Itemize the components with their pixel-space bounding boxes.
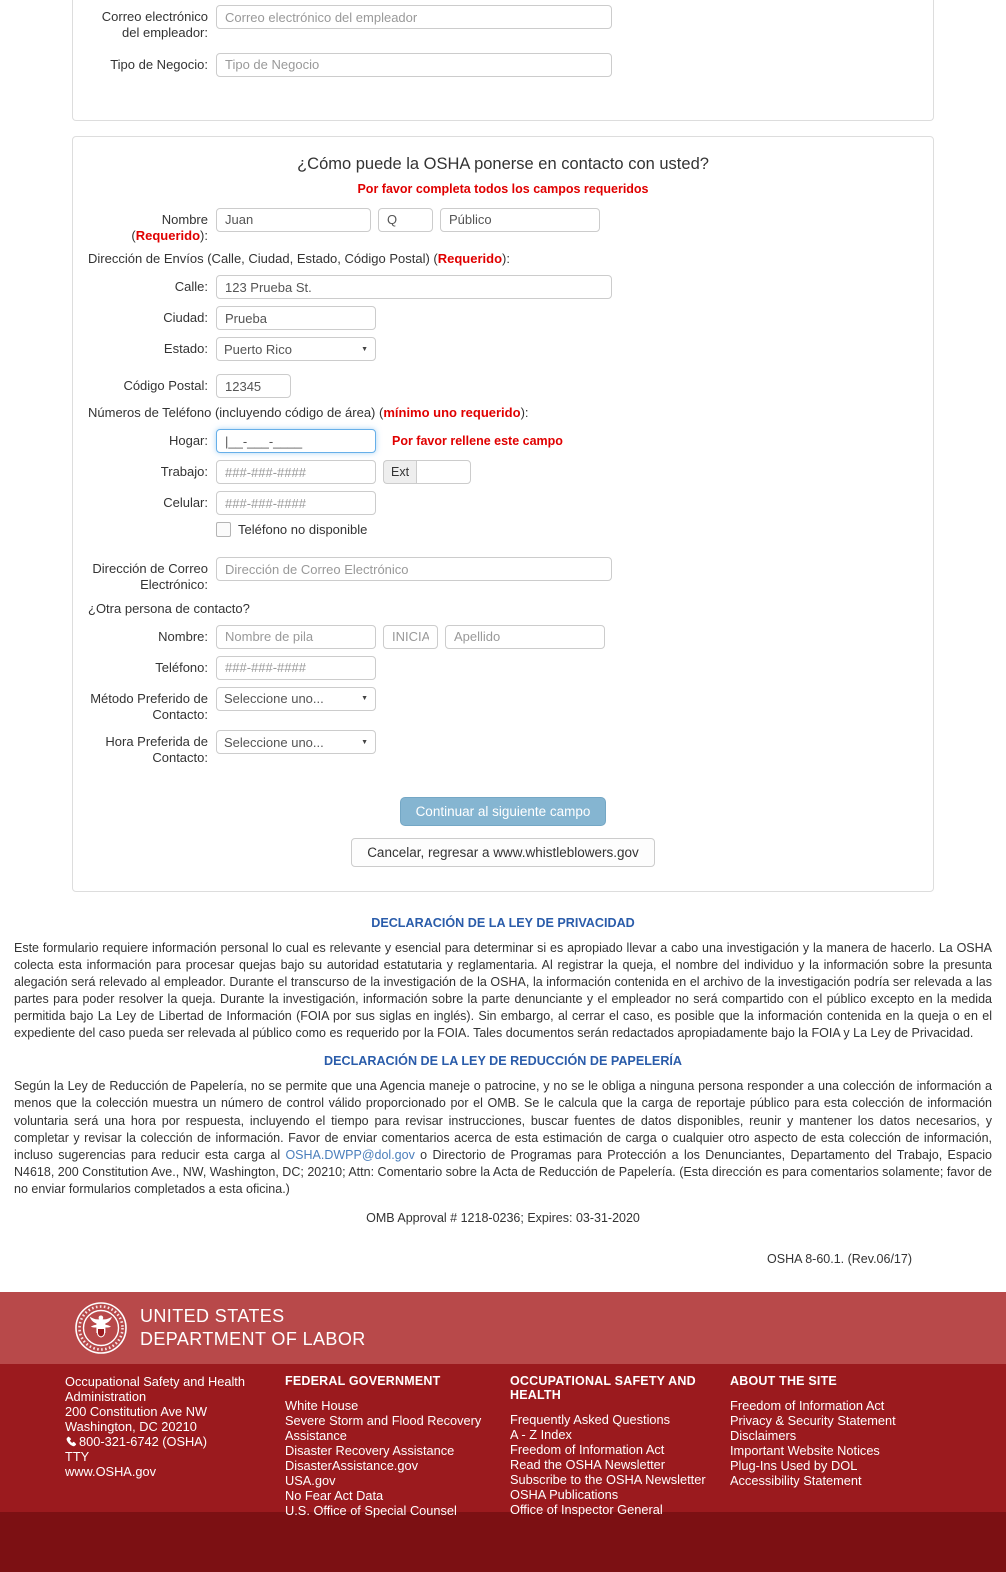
employer-panel [72, 0, 934, 121]
street-field[interactable] [216, 275, 612, 299]
preferred-method-select[interactable]: Seleccione uno... ▼ [216, 687, 376, 711]
privacy-act-heading: DECLARACIÓN DE LA LEY DE PRIVACIDAD [371, 915, 635, 930]
home-phone-label: Hogar: [168, 433, 208, 448]
other-middle-initial-field[interactable] [383, 625, 438, 649]
footer-links-about [730, 1398, 940, 1488]
form-revision: OSHA 8-60.1. (Rev.06/17) [767, 1252, 912, 1267]
last-name-field[interactable] [440, 208, 600, 232]
zip-label: Código Postal: [123, 378, 208, 393]
footer-link[interactable]: No Fear Act Data [285, 1488, 384, 1504]
footer-link[interactable]: Accessibility Statement [730, 1473, 862, 1489]
footer-bottom-strip [0, 1512, 1006, 1572]
footer-link[interactable]: Freedom of Information Act [730, 1398, 885, 1414]
email-label: Dirección de Correo Electrónico: [92, 561, 208, 593]
preferred-method-label: Método Preferido de Contacto: [90, 690, 208, 722]
continue-button[interactable]: Continuar al siguiente campo [400, 797, 607, 826]
business-type-label: Tipo de Negocio: [110, 56, 208, 72]
osha-email-link[interactable]: OSHA.DWPP@dol.gov [285, 1147, 415, 1162]
chevron-down-icon: ▼ [361, 345, 368, 353]
name-label: Nombre (Requerido): [131, 211, 208, 243]
chevron-down-icon: ▼ [361, 738, 368, 746]
work-phone-label: Trabajo: [160, 464, 208, 479]
footer-column-heading: ABOUT THE SITE [730, 1374, 837, 1389]
other-phone-label: Teléfono: [155, 659, 208, 675]
footer-link[interactable]: A - Z Index [510, 1427, 572, 1443]
privacy-act-text: Este formulario requiere información personal lo cual es relevante y esencial para determinar si es apropiado llevar a cabo una investigación y la manera de hacerlo. La OSHA colecta esta información para procesar quejas bajo su autoridad estatutaria y reglamentaria. Al registrar la queja, el nombre del individuo y la información sobre la presunta alegación será relevado al empleador. Durante el transcurso de la investigación de la OSHA, la información contenida en el archivo de la investigación podría ser relevada a las partes para poder resolver la queja. Durante la investigación, información sobre la parte denunciante y el empleador no será compartido con el público excepto en la medida permitida bajo La Ley de Libertad de Información (FOIA por sus siglas en inglés). Sin embargo, al cerrar el caso, es posible que la información contenida en la queja o en el expediente del caso pueda ser relevada al público como es requerido por la FOIA. Tales documentos serán redactados apropiadamente bajo la FOIA y La Ley de Privacidad. [14, 940, 992, 1041]
paperwork-act-heading: DECLARACIÓN DE LA LEY DE REDUCCIÓN DE PAPELERÍA [323, 1054, 683, 1069]
dol-seal-icon [75, 1302, 127, 1354]
footer-link[interactable]: DisasterAssistance.gov [285, 1458, 418, 1474]
street-label: Calle: [174, 279, 208, 294]
footer-link[interactable]: White House [285, 1398, 359, 1414]
employer-email-field[interactable] [216, 5, 612, 29]
osha-gov-link[interactable]: www.OSHA.gov [65, 1464, 157, 1480]
footer-link[interactable]: USA.gov [285, 1473, 336, 1489]
city-label: Ciudad: [163, 310, 208, 325]
footer-link[interactable]: U.S. Office of Special Counsel [285, 1503, 457, 1519]
phone-unavailable-checkbox[interactable] [216, 522, 231, 537]
omb-approval: OMB Approval # 1218-0236; Expires: 03-31-2020 [366, 1211, 640, 1226]
employer-email-label: Correo electrónico del empleador: [101, 9, 208, 41]
footer-column-federal [285, 1374, 510, 1519]
agency-name: UNITED STATES DEPARTMENT OF LABOR [140, 1306, 366, 1350]
phone-section-label: Números de Teléfono (incluyendo código de área) (mínimo uno requerido): [88, 405, 529, 420]
other-first-name-field[interactable] [216, 625, 376, 649]
home-phone-field[interactable] [216, 429, 376, 453]
city-field[interactable] [216, 306, 376, 330]
other-name-label: Nombre: [158, 628, 208, 644]
work-ext-addon: Ext [383, 460, 416, 484]
footer-links-federal [285, 1398, 490, 1518]
footer [0, 1292, 1006, 1572]
footer-link[interactable]: Office of Inspector General [510, 1502, 663, 1518]
email-field[interactable] [216, 557, 612, 581]
legal-section [0, 916, 1006, 1267]
footer-link[interactable]: Important Website Notices [730, 1443, 880, 1459]
footer-brand-band [0, 1292, 1006, 1364]
footer-links-band [0, 1364, 1006, 1519]
state-label: Estado: [163, 341, 208, 356]
footer-link[interactable]: OSHA Publications [510, 1487, 619, 1503]
footer-column-osh [510, 1374, 730, 1518]
footer-address: Occupational Safety and Health Administration 200 Constitution Ave NW Washington, DC 20210 800-321-6742 (OSHA) TTY www.OSHA.gov [65, 1374, 285, 1512]
cell-phone-field[interactable] [216, 491, 376, 515]
preferred-time-select[interactable]: Seleccione uno... ▼ [216, 730, 376, 754]
other-last-name-field[interactable] [445, 625, 605, 649]
footer-link[interactable]: Freedom of Information Act [510, 1442, 665, 1458]
contact-form-title: ¿Cómo puede la OSHA ponerse en contacto con usted? [297, 154, 709, 173]
paperwork-act-text: Según la Ley de Reducción de Papelería, no se permite que una Agencia maneje o patrocine, y no se le obliga a ninguna persona responder a una colección de información a menos que la colección muestra un número de control válido proporcionado por el OMB. Se le calcula que la carga de reportaje público para esta colección de información voluntaria será una hora por respuesta, incluyendo el tiempo para revisar instrucciones, buscar fuentes de datos disponibles, reunir y mantener los datos necesarios, y completar y revisar la colección de información. Favor de enviar comentarios acerca de esta estimación de carga o cualquier otro aspecto de esta colección de información, incluso sugerencias para reducir esta carga al OSHA.DWPP@dol.gov o Directorio de Programas para Protección a los Denunciantes, Departamento del Trabajo, Espacio N4618, 200 Constitution Ave., NW, Washington, DC; 20210; Attn: Comentario sobre la Acta de Reducción de Papelería. (Esta dirección es para comentarios solamente; favor de no enviar formularios completados a esta oficina.) [14, 1079, 992, 1196]
other-phone-field[interactable] [216, 656, 376, 680]
footer-links-osh [510, 1412, 710, 1517]
footer-link[interactable]: Read the OSHA Newsletter [510, 1457, 666, 1473]
preferred-time-label: Hora Preferida de Contacto: [105, 734, 208, 766]
home-phone-error: Por favor rellene este campo [392, 434, 563, 448]
work-phone-field[interactable] [216, 460, 376, 484]
footer-column-heading: FEDERAL GOVERNMENT [285, 1374, 441, 1389]
phone-icon [65, 1436, 76, 1447]
footer-link[interactable]: Severe Storm and Flood Recovery Assistance [285, 1413, 482, 1444]
first-name-field[interactable] [216, 208, 371, 232]
other-contact-label: ¿Otra persona de contacto? [88, 600, 250, 616]
state-select[interactable]: Puerto Rico ▼ [216, 337, 376, 361]
cancel-button[interactable]: Cancelar, regresar a www.whistleblowers.gov [351, 838, 655, 867]
footer-link[interactable]: Disclaimers [730, 1428, 797, 1444]
footer-link[interactable]: Frequently Asked Questions [510, 1412, 671, 1428]
footer-link[interactable]: Plug-Ins Used by DOL [730, 1458, 858, 1474]
footer-link[interactable]: Disaster Recovery Assistance [285, 1443, 455, 1459]
footer-column-about [730, 1374, 960, 1512]
phone-unavailable-label: Teléfono no disponible [238, 522, 368, 537]
mailing-address-section-label: Dirección de Envíos (Calle, Ciudad, Estado, Código Postal) (Requerido): [88, 251, 510, 266]
footer-link[interactable]: Subscribe to the OSHA Newsletter [510, 1472, 706, 1488]
chevron-down-icon: ▼ [361, 695, 368, 702]
business-type-field[interactable] [216, 53, 612, 77]
zip-field[interactable] [216, 374, 291, 398]
required-flag: mínimo uno requerido [383, 405, 521, 420]
required-flag: Requerido [135, 227, 201, 243]
contact-form-panel [72, 136, 934, 892]
middle-initial-field[interactable] [378, 208, 433, 232]
footer-link[interactable]: Privacy & Security Statement [730, 1413, 896, 1429]
footer-column-heading: OCCUPATIONAL SAFETY AND HEALTH [510, 1374, 696, 1403]
required-flag: Requerido [437, 251, 503, 266]
cell-phone-label: Celular: [163, 495, 208, 510]
required-notice: Por favor completa todos los campos requeridos [357, 181, 649, 196]
work-ext-field[interactable] [416, 460, 471, 484]
